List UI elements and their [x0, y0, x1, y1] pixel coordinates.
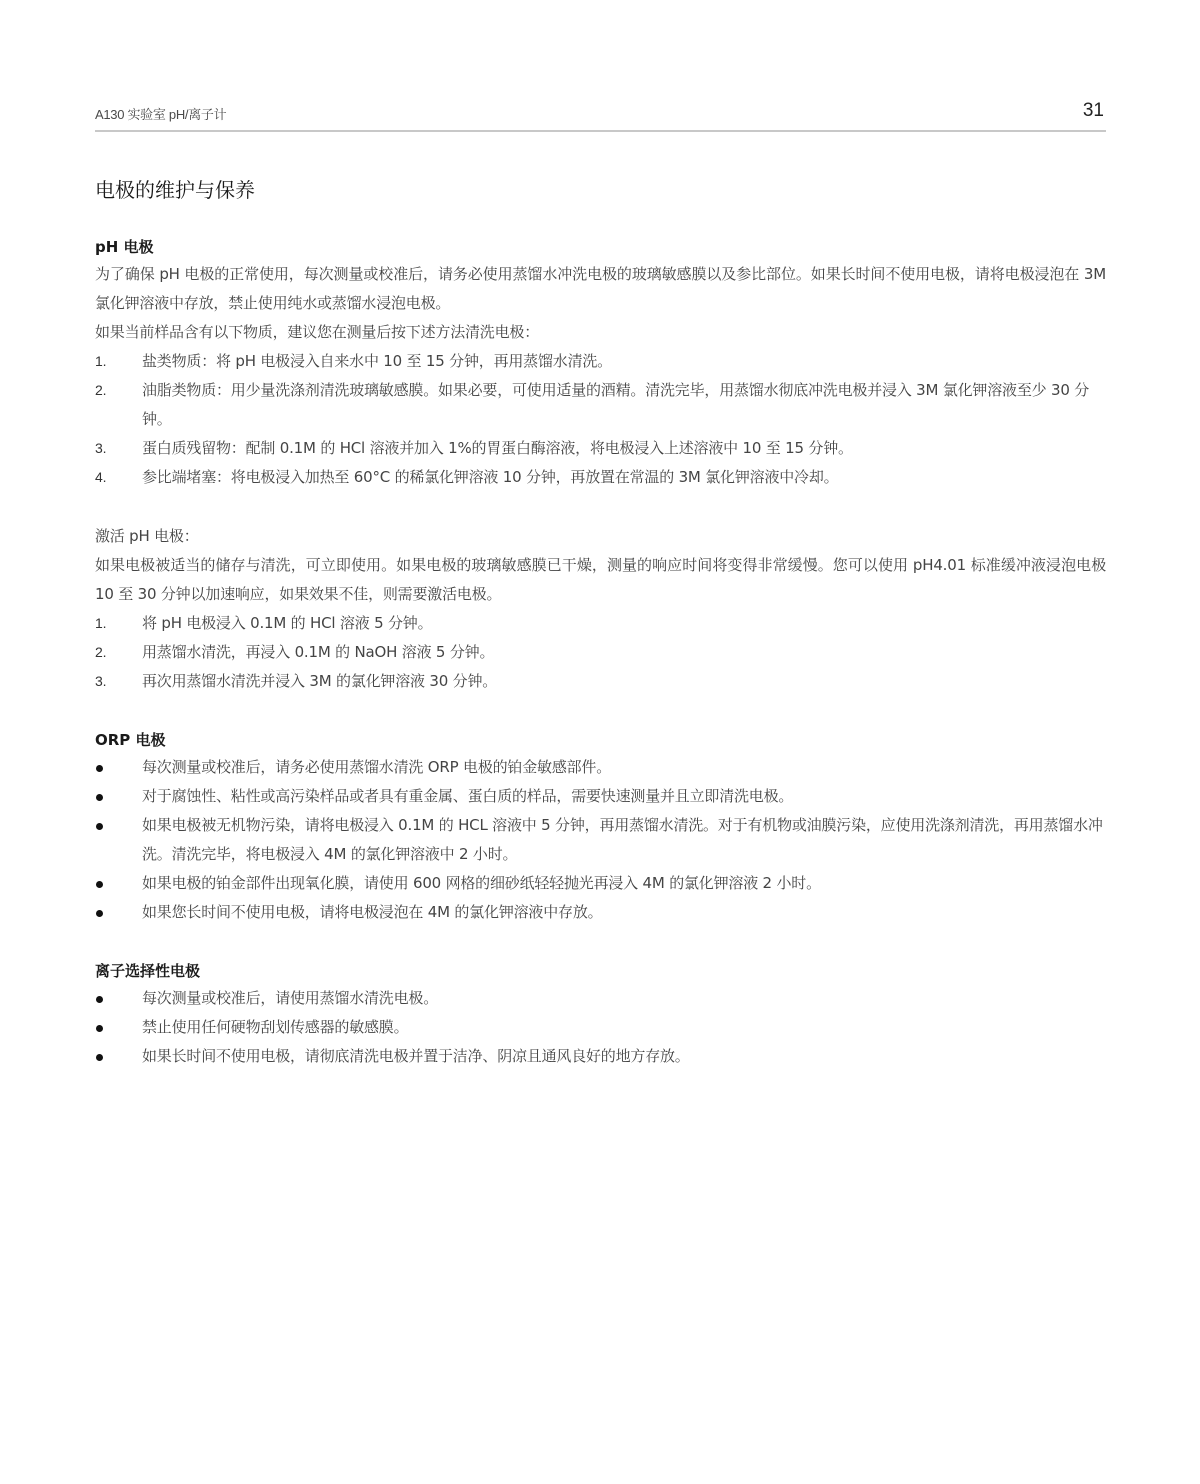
list-item-text: 参比端堵塞：将电极浸入加热至 60°C 的稀氯化钾溶液 10 分钟，再放置在常温的 3M 氯化钾溶液中冷却。 — [142, 468, 839, 486]
list-item-text: 油脂类物质：用少量洗涤剂清洗玻璃敏感膜。如果必要，可使用适量的酒精。清洗完毕，用蒸馏水彻底冲洗电极并浸入 3M 氯化钾溶液至少 30 分钟。 — [142, 381, 1090, 428]
list-item — [95, 667, 1106, 696]
page-number: 31 — [1082, 100, 1104, 121]
list-item-text: 每次测量或校准后，请务必使用蒸馏水清洗 ORP 电极的铂金敏感部件。 — [142, 758, 612, 776]
list-item-text: 如果电极被无机物污染，请将电极浸入 0.1M 的 HCL 溶液中 5 分钟，再用蒸馏水清洗。对于有机物或油膜污染，应使用洗涤剂清洗，再用蒸馏水冲洗。清洗完毕，将电极浸入 4M 的氯化钾溶液中 2 小时。 — [142, 816, 1103, 863]
list-item — [95, 898, 1106, 927]
section-orp-electrode — [95, 727, 1106, 927]
bullet-icon — [96, 823, 103, 830]
list-item — [95, 347, 1106, 376]
bullet-icon — [96, 996, 103, 1003]
list-item-text: 禁止使用任何硬物刮划传感器的敏感膜。 — [142, 1018, 409, 1036]
bullet-icon — [96, 794, 103, 801]
list-item-text: 每次测量或校准后，请使用蒸馏水清洗电极。 — [142, 989, 439, 1007]
list-item-text: 如果长时间不使用电极，请彻底清洗电极并置于洁净、阴凉且通风良好的地方存放。 — [142, 1047, 690, 1065]
list-number: 2. — [95, 382, 107, 398]
activation-paragraph: 如果电极被适当的储存与清洗，可立即使用。如果电极的玻璃敏感膜已干燥，测量的响应时间将变得非常缓慢。您可以使用 pH4.01 标准缓冲液浸泡电极 10 至 30 分钟以加速响应，如果效果不佳，则需要激活电极。 — [95, 556, 1106, 603]
list-number: 2. — [95, 644, 107, 660]
list-item-text: 再次用蒸馏水清洗并浸入 3M 的氯化钾溶液 30 分钟。 — [142, 672, 498, 690]
list-item — [95, 869, 1106, 898]
list-item — [95, 463, 1106, 492]
list-item — [95, 638, 1106, 667]
ph-cleaning-lead: 如果当前样品含有以下物质，建议您在测量后按下述方法清洗电极： — [95, 323, 540, 341]
list-number: 4. — [95, 469, 107, 485]
list-item — [95, 1042, 1106, 1071]
orp-bullet-list — [95, 753, 1106, 927]
list-item-text: 如果您长时间不使用电极，请将电极浸泡在 4M 的氯化钾溶液中存放。 — [142, 903, 603, 921]
list-item — [95, 984, 1106, 1013]
list-number: 1. — [95, 615, 107, 631]
list-number: 3. — [95, 673, 107, 689]
list-item-text: 对于腐蚀性、粘性或高污染样品或者具有重金属、蛋白质的样品，需要快速测量并且立即清洗电极。 — [142, 787, 794, 805]
section-heading-ise: 离子选择性电极 — [95, 962, 201, 980]
activation-heading: 激活 pH 电极： — [95, 527, 199, 545]
list-item-text: 盐类物质：将 pH 电极浸入自来水中 10 至 15 分钟，再用蒸馏水清洗。 — [142, 352, 612, 370]
section-ph-electrode — [95, 234, 1106, 492]
list-item — [95, 811, 1106, 869]
section-heading-ph: pH 电极 — [95, 238, 154, 256]
list-item-text: 如果电极的铂金部件出现氧化膜，请使用 600 网格的细砂纸轻轻抛光再浸入 4M 的氯化钾溶液 2 小时。 — [142, 874, 821, 892]
list-item — [95, 753, 1106, 782]
page-header — [95, 98, 1106, 132]
list-item — [95, 376, 1106, 434]
bullet-icon — [96, 910, 103, 917]
section-ion-selective-electrode — [95, 958, 1106, 1071]
list-item — [95, 782, 1106, 811]
list-item — [95, 609, 1106, 638]
bullet-icon — [96, 881, 103, 888]
list-item-text: 蛋白质残留物：配制 0.1M 的 HCl 溶液并加入 1%的胃蛋白酶溶液，将电极浸入上述溶液中 10 至 15 分钟。 — [142, 439, 853, 457]
ise-bullet-list — [95, 984, 1106, 1071]
list-number: 1. — [95, 353, 107, 369]
bullet-icon — [96, 1054, 103, 1061]
section-ph-activation — [95, 522, 1106, 696]
list-item — [95, 434, 1106, 463]
list-item-text: 将 pH 电极浸入 0.1M 的 HCl 溶液 5 分钟。 — [142, 614, 433, 632]
bullet-icon — [96, 1025, 103, 1032]
activation-steps-list — [95, 609, 1106, 696]
chapter-title: 电极的维护与保养 — [95, 178, 255, 202]
section-heading-orp: ORP 电极 — [95, 731, 166, 749]
list-number: 3. — [95, 440, 107, 456]
ph-cleaning-list — [95, 347, 1106, 492]
list-item — [95, 1013, 1106, 1042]
list-item-text: 用蒸馏水清洗，再浸入 0.1M 的 NaOH 溶液 5 分钟。 — [142, 643, 495, 661]
bullet-icon — [96, 765, 103, 772]
ph-intro-paragraph: 为了确保 pH 电极的正常使用，每次测量或校准后，请务必使用蒸馏水冲洗电极的玻璃敏感膜以及参比部位。如果长时间不使用电极，请将电极浸泡在 3M 氯化钾溶液中存放，禁止使用纯水或蒸馏水浸泡电极。 — [95, 265, 1106, 312]
running-header-title: A130 实验室 pH/离子计 — [95, 107, 227, 122]
